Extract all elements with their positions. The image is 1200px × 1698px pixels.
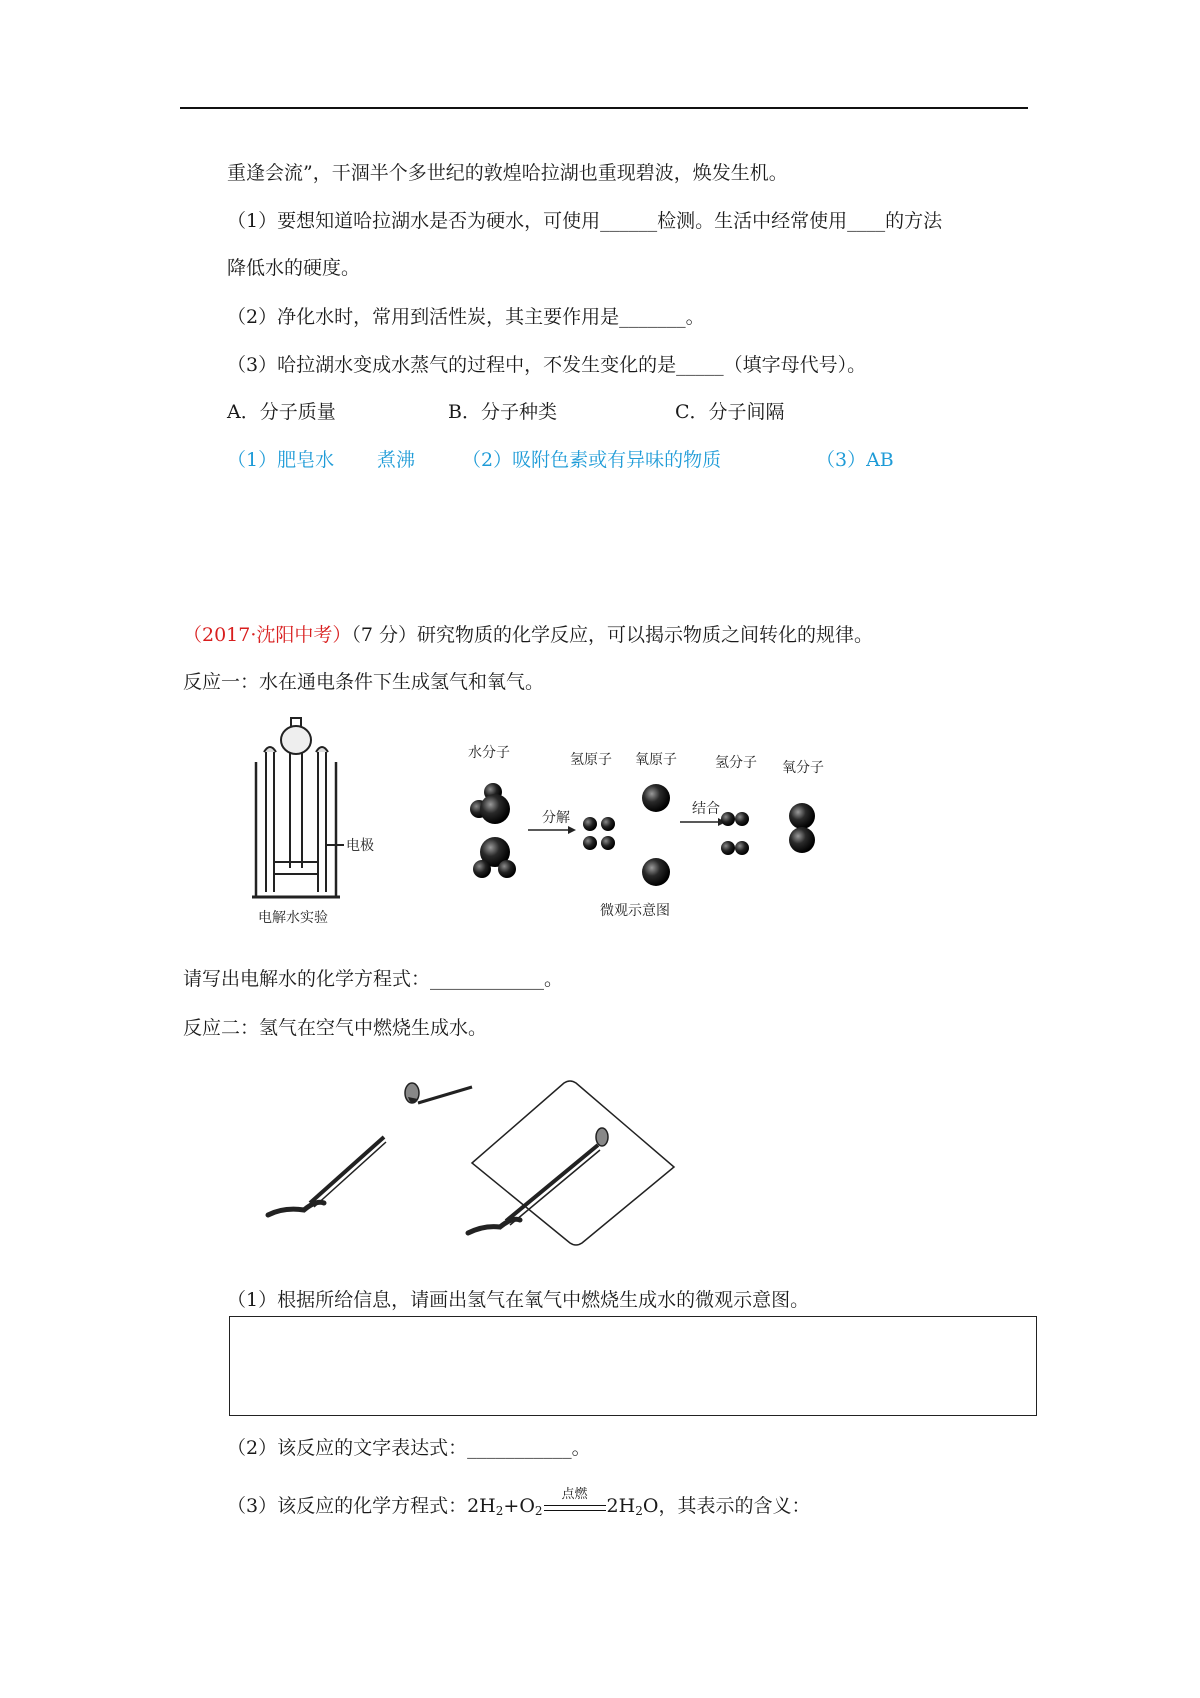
question2-text: （7 分）研究物质的化学反应，可以揭示物质之间转化的规律。: [351, 624, 874, 646]
sub-question-3-prefix: （3）该反应的化学方程式：: [227, 1495, 468, 1517]
q2-line: （2）净化水时，常用到活性炭，其主要作用是_______。: [227, 306, 705, 328]
q1-line1: （1）要想知道哈拉湖水是否为硬水，可使用______检测。生活中经常使用____的方法: [227, 210, 943, 232]
option-c: C．分子间隔: [675, 401, 785, 423]
oxygen-molecule-icon: [789, 803, 815, 853]
label-hydrogen-atom: 氢原子: [570, 752, 612, 768]
label-oxygen-molecule: 氧分子: [782, 760, 824, 776]
tube-left-icon: [268, 1137, 386, 1215]
equation: $2H_2+O_2$ 点燃 $2H_2O$: [467, 1495, 658, 1517]
reaction1-text: 反应一：水在通电条件下生成氢气和氧气。: [183, 671, 545, 693]
water-molecule-icon: [470, 783, 510, 824]
arrow-label-combine: 结合: [692, 801, 720, 817]
drawing-answer-box[interactable]: [229, 1316, 1037, 1416]
label-oxygen-atom: 氧原子: [635, 752, 677, 768]
equation-condition: 点燃: [561, 1487, 588, 1502]
source-tag: （2017·沈阳中考）: [183, 624, 352, 646]
hydrogen-burning-figure: [262, 1075, 782, 1250]
arrow-right-icon: [528, 826, 576, 834]
label-water-molecule: 水分子: [468, 745, 510, 761]
header-rule: [180, 107, 1028, 109]
glass-plate-icon: [472, 1081, 674, 1245]
electrolysis-apparatus: [252, 718, 344, 897]
hydrogen-molecule-icon: [721, 812, 749, 826]
answer-1b: 煮沸: [377, 449, 416, 471]
arrow-right-icon: [680, 818, 726, 826]
q3-line: （3）哈拉湖水变成水蒸气的过程中，不发生变化的是_____（填字母代号）。: [227, 354, 867, 376]
intro-line: 重逢会流”，干涸半个多世纪的敦煌哈拉湖也重现碧波，焕发生机。: [227, 162, 788, 184]
hydrogen-molecule-icon: [721, 841, 749, 855]
hydrogen-atoms-icon: [583, 817, 615, 850]
answer-2: （2）吸附色素或有异味的物质: [462, 449, 722, 471]
sub-question-3-suffix: ，其表示的含义：: [658, 1495, 811, 1517]
answer-3: （3）AB: [816, 449, 894, 471]
write-equation-line: 请写出电解水的化学方程式：____________。: [183, 968, 564, 990]
sub-question-1: （1）根据所给信息，请画出氢气在氧气中燃烧生成水的微观示意图。: [227, 1289, 810, 1311]
electrolysis-figure: [250, 712, 970, 927]
micro-caption: 微观示意图: [600, 903, 670, 919]
sub-question-2: （2）该反应的文字表达式：___________。: [227, 1437, 591, 1459]
apparatus-caption: 电解水实验: [258, 910, 328, 926]
electrode-label: 电极: [346, 838, 374, 854]
label-hydrogen-molecule: 氢分子: [715, 755, 757, 771]
match-flame-icon: [405, 1083, 472, 1104]
arrow-label-decompose: 分解: [542, 810, 570, 826]
reaction2-text: 反应二：氢气在空气中燃烧生成水。: [183, 1017, 488, 1039]
equation-sign: [544, 1487, 606, 1517]
water-molecule-icon: [473, 837, 516, 878]
q1-line2: 降低水的硬度。: [227, 257, 361, 279]
option-a: A．分子质量: [227, 401, 336, 423]
oxygen-atoms-icon: [642, 784, 670, 886]
sub-question-3: [227, 1487, 811, 1518]
option-b: B．分子种类: [448, 401, 557, 423]
question2-stem: [183, 620, 873, 647]
answer-1: （1）肥皂水: [227, 449, 335, 471]
